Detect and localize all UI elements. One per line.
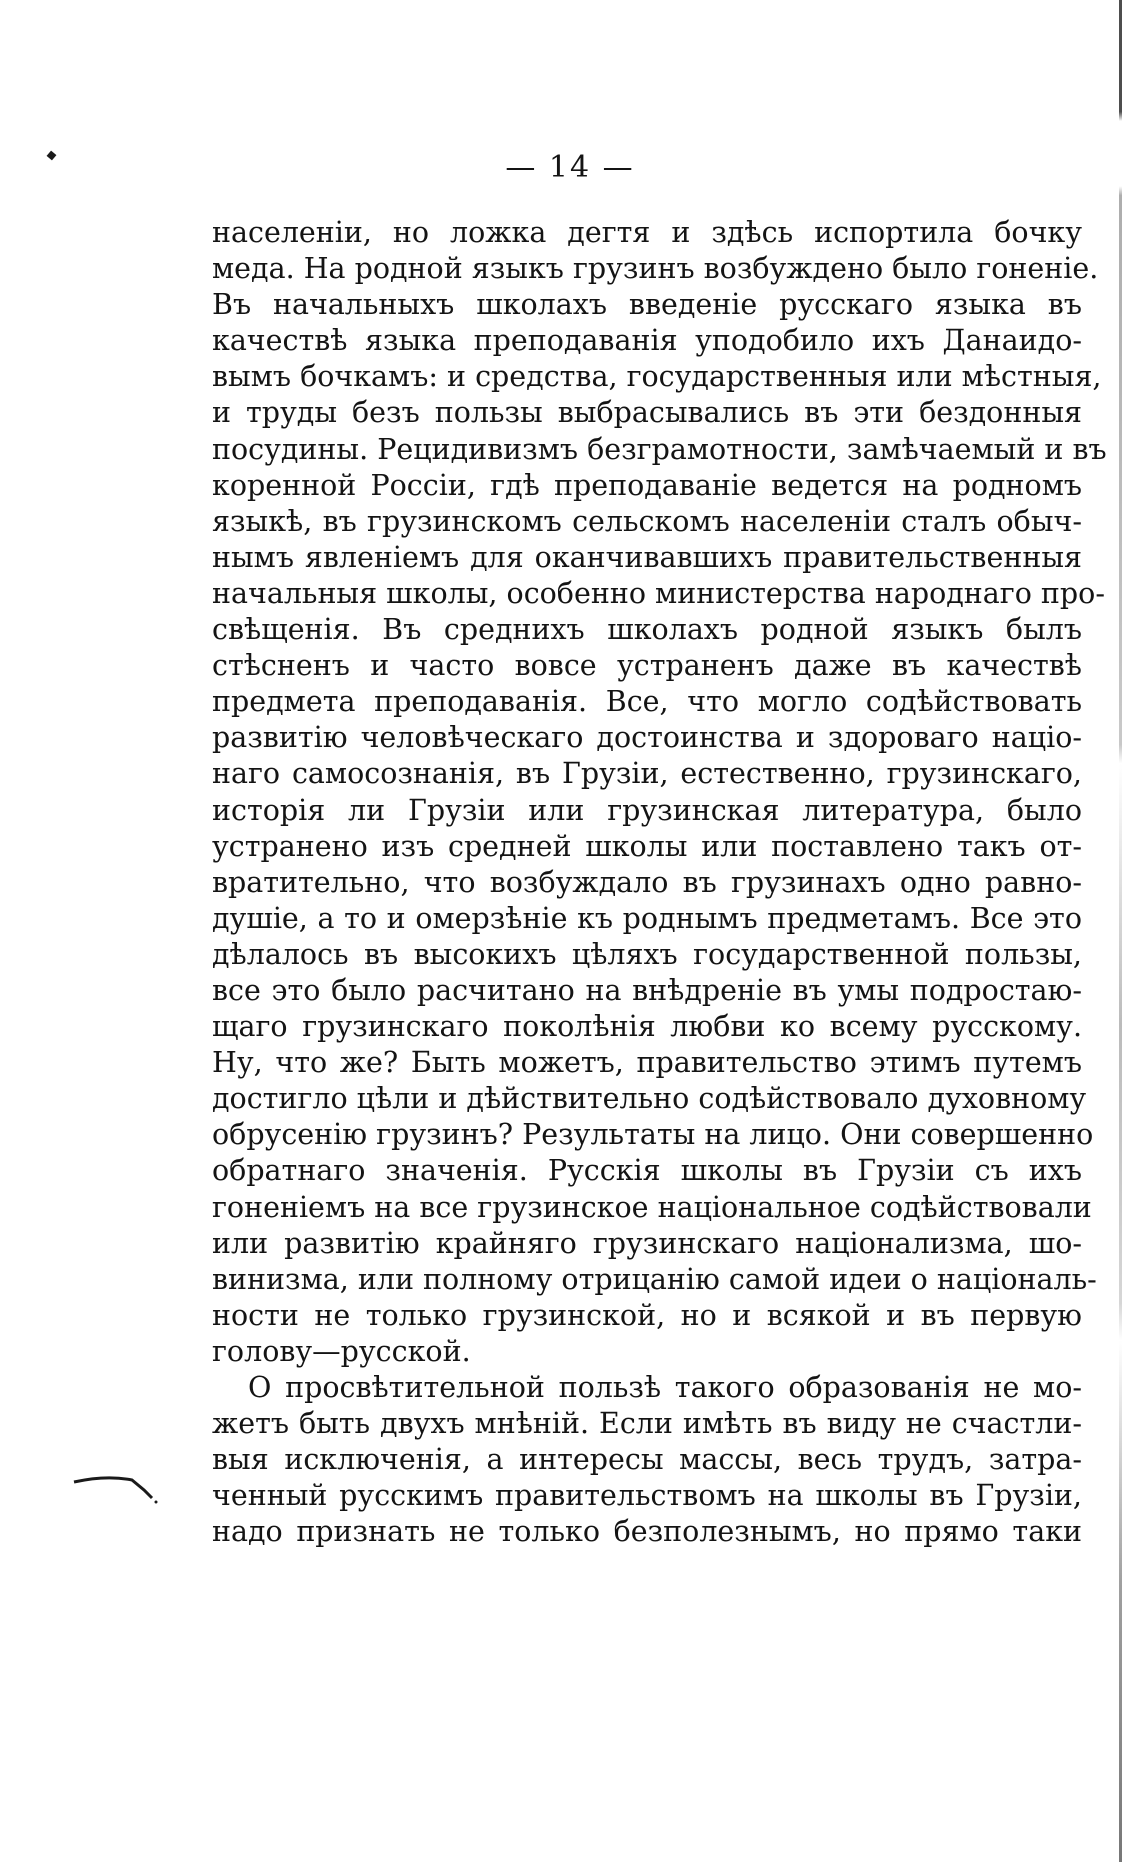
text-line: гоненiемъ на все грузинское нацiональное содѣйствовали [212,1190,1092,1224]
page-number: — 14 — [505,150,635,185]
text-line: стѣсненъ и часто вовсе устраненъ даже въ качествѣ [212,649,1082,683]
text-line: щаго грузинскаго поколѣнiя любви ко всему русскому. [212,1010,1082,1044]
text-line: винизма, или полному отрицанiю самой идеи о нацiональ- [212,1262,1097,1296]
text-line: меда. На родной языкъ грузинъ возбуждено было гоненiе. [212,252,1099,286]
text-line: предмета преподаванiя. Все, что могло содѣйствовать [212,685,1082,719]
text-line: исторiя ли Грузiи или грузинская литература, было [212,793,1082,827]
text-line: ности не только грузинской, но и всякой и въ первую [212,1298,1082,1332]
text-line: начальныя школы, особенно министерства народнаго про- [212,576,1105,610]
text-line: выя исключенiя, а интересы массы, весь трудъ, затра- [212,1443,1082,1477]
text-line: вымъ бочкамъ: и средства, государственныя или мѣстныя, [212,360,1102,394]
text-line: обратнаго значенiя. Русскiя школы въ Грузiи съ ихъ [212,1154,1082,1188]
text-line: или развитiю крайняго грузинскаго нацiонализма, шо- [212,1226,1082,1260]
text-line: качествѣ языка преподаванiя уподобило ихъ Данаидо- [212,324,1082,358]
text-line: достигло цѣли и дѣйствительно содѣйствовало духовному [212,1082,1087,1116]
text-line: голову—русской. [212,1334,471,1368]
scan-smudge-mark [72,1468,162,1508]
text-line: посудины. Рецидивизмъ безграмотности, замѣчаемый и въ [212,432,1107,466]
text-line: устранено изъ средней школы или поставлено такъ от- [212,829,1082,863]
text-line: дѣлалось въ высокихъ цѣляхъ государственной пользы, [212,937,1082,971]
text-line: все это было расчитано на внѣдренiе въ умы подростаю- [212,973,1082,1007]
text-line: коренной Россiи, гдѣ преподаванiе ведется на родномъ [212,468,1082,502]
text-line: обрусенiю грузинъ? Результаты на лицо. Они совершенно [212,1118,1094,1152]
text-line: населенiи, но ложка дегтя и здѣсь испортила бочку [212,216,1082,249]
text-line: ченный русскимъ правительствомъ на школы въ Грузiи, [212,1479,1082,1513]
text-line: свѣщенiя. Въ среднихъ школахъ родной языкъ былъ [212,613,1082,647]
text-line: надо признать не только безполезнымъ, но прямо таки [212,1515,1082,1549]
text-line: нымъ явленiемъ для оканчивавшихъ правительственныя [212,540,1082,574]
text-line: О просвѣтительной пользѣ такого образованiя не мо- [248,1371,1082,1404]
page-edge-line [1119,0,1122,1862]
text-line: развитiю человѣческаго достоинства и здороваго нацiо- [212,721,1082,755]
text-line: Ну, что же? Быть можетъ, правительство этимъ путемъ [212,1046,1082,1080]
text-line: жетъ быть двухъ мнѣнiй. Если имѣть въ виду не счастли- [212,1407,1082,1441]
text-line: Въ начальныхъ школахъ введенiе русскаго языка въ [212,288,1082,322]
text-line: душiе, а то и омерзѣнiе къ роднымъ предметамъ. Все это [212,901,1082,935]
text-line: вратительно, что возбуждало въ грузинахъ одно равно- [212,865,1082,899]
text-line: наго самосознанiя, въ Грузiи, естественно, грузинскаго, [212,757,1082,791]
text-line: и труды безъ пользы выбрасывались въ эти бездонныя [212,396,1082,430]
text-line: языкѣ, въ грузинскомъ сельскомъ населенiи сталъ обыч- [212,504,1082,538]
body-text [212,215,1107,1550]
